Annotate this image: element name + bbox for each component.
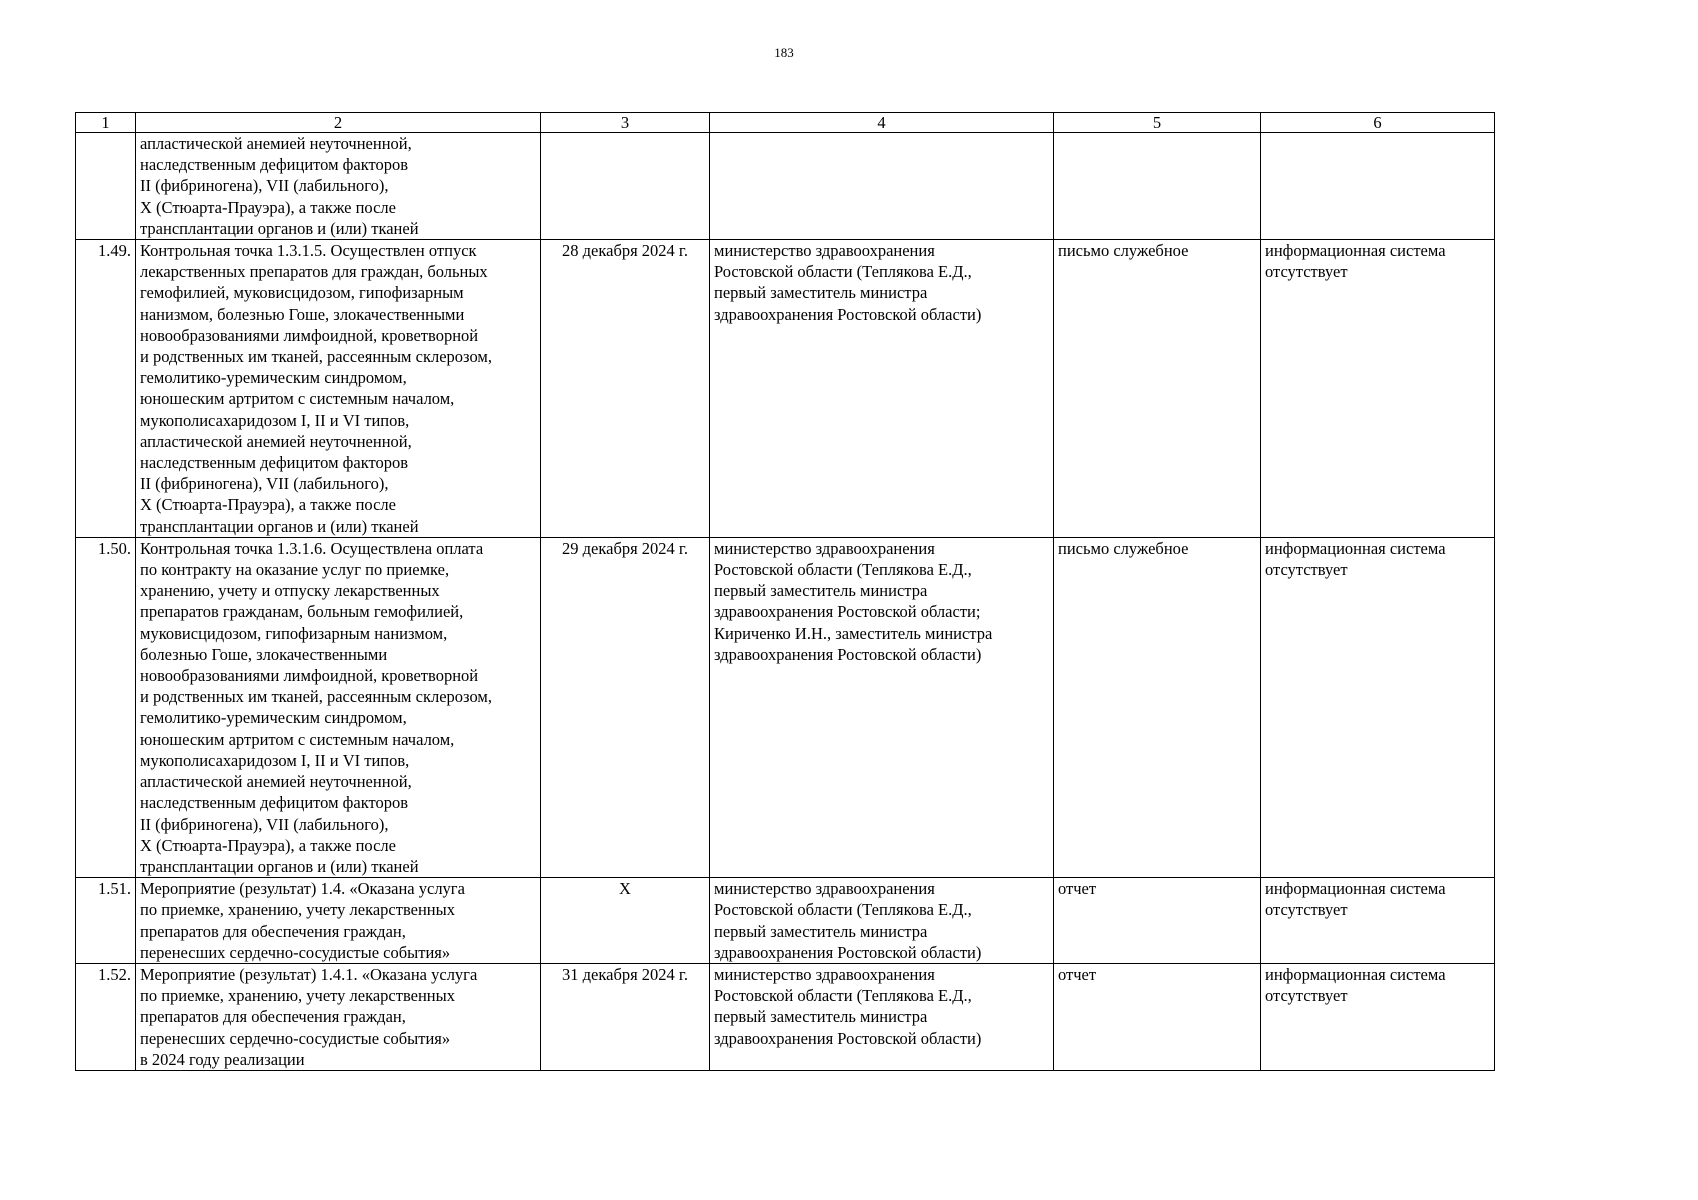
deadline: 31 декабря 2024 г.: [562, 964, 688, 984]
row-number: 1.52.: [98, 964, 131, 984]
page-number: 183: [774, 45, 794, 60]
description-line: X (Стюарта-Прауэра), а также после: [140, 197, 396, 217]
info-system-line: отсутствует: [1265, 262, 1348, 282]
row-number-cell: [76, 878, 136, 964]
table-header-row: [76, 113, 1495, 133]
description-line: по приемке, хранению, учету лекарственных: [140, 986, 455, 1006]
document-type-cell: [1054, 963, 1261, 1070]
info-system-line: информационная система: [1265, 241, 1446, 261]
row-number-cell: [76, 240, 136, 538]
column-header-3: 3: [541, 113, 710, 133]
info-system-line: информационная система: [1265, 879, 1446, 899]
info-system-line: отсутствует: [1265, 560, 1348, 580]
responsible-cell: [710, 878, 1054, 964]
column-header-1: 1: [76, 113, 136, 133]
deadline-cell: [541, 537, 710, 877]
description-line: лекарственных препаратов для граждан, больных: [140, 262, 488, 282]
description-line: апластической анемией неуточненной,: [140, 431, 412, 451]
info-system-cell: [1261, 878, 1495, 964]
description-line: наследственным дефицитом факторов: [140, 793, 409, 813]
description-line: хранению, учету и отпуску лекарственных: [140, 581, 440, 601]
document-type: письмо служебное: [1058, 538, 1189, 558]
table-row: [76, 963, 1495, 1070]
info-system-cell: [1261, 963, 1495, 1070]
info-system-line: отсутствует: [1265, 900, 1348, 920]
responsible-line: министерство здравоохранения: [714, 879, 935, 899]
table-row: [76, 537, 1495, 877]
responsible-line: первый заместитель министра: [714, 283, 928, 303]
description-line: наследственным дефицитом факторов: [140, 453, 409, 473]
table-row: [76, 878, 1495, 964]
info-system-line: информационная система: [1265, 538, 1446, 558]
deadline: X: [619, 879, 631, 899]
document-type: письмо служебное: [1058, 241, 1189, 261]
row-number: 1.49.: [98, 241, 131, 261]
description-line: новообразованиями лимфоидной, кроветворной: [140, 325, 479, 345]
responsible-line: Ростовской области (Теплякова Е.Д.,: [714, 262, 972, 282]
document-type: отчет: [1058, 964, 1097, 984]
responsible-line: министерство здравоохранения: [714, 538, 935, 558]
description-cell: [136, 537, 541, 877]
description-line: препаратов гражданам, больным гемофилией,: [140, 602, 464, 622]
description-line: нанизмом, болезнью Гоше, злокачественными: [140, 304, 465, 324]
description-line: трансплантации органов и (или) тканей: [140, 856, 419, 876]
row-number: 1.51.: [98, 879, 131, 899]
description-line: апластической анемией неуточненной,: [140, 772, 412, 792]
description-line: Мероприятие (результат) 1.4.1. «Оказана услуга: [140, 964, 478, 984]
description-line: II (фибриногена), VII (лабильного),: [140, 474, 389, 494]
plan-table: [75, 112, 1495, 1071]
deadline-cell: [541, 240, 710, 538]
responsible-cell: [710, 963, 1054, 1070]
deadline: 28 декабря 2024 г.: [562, 241, 688, 261]
table-row: [76, 240, 1495, 538]
responsible-line: министерство здравоохранения: [714, 241, 935, 261]
description-line: II (фибриногена), VII (лабильного),: [140, 176, 389, 196]
deadline-cell: [541, 133, 710, 240]
row-number-cell: [76, 133, 136, 240]
description-line: препаратов для обеспечения граждан,: [140, 1007, 406, 1027]
info-system-cell: [1261, 240, 1495, 538]
description-line: и родственных им тканей, рассеянным склерозом,: [140, 347, 492, 367]
table-row: [76, 133, 1495, 240]
description-line: трансплантации органов и (или) тканей: [140, 516, 419, 536]
description-line: X (Стюарта-Прауэра), а также после: [140, 835, 396, 855]
info-system-cell: [1261, 133, 1495, 240]
description-line: Мероприятие (результат) 1.4. «Оказана услуга: [140, 879, 465, 899]
description-line: юношеским артритом с системным началом,: [140, 729, 455, 749]
column-header-4: 4: [710, 113, 1054, 133]
description-line: мукополисахаридозом I, II и VI типов,: [140, 750, 410, 770]
description-line: мукополисахаридозом I, II и VI типов,: [140, 410, 410, 430]
description-line: Контрольная точка 1.3.1.5. Осуществлен отпуск: [140, 241, 477, 261]
responsible-line: первый заместитель министра: [714, 1007, 928, 1027]
description-line: и родственных им тканей, рассеянным склерозом,: [140, 687, 492, 707]
info-system-line: отсутствует: [1265, 986, 1348, 1006]
column-header-6: 6: [1261, 113, 1495, 133]
description-line: болезнью Гоше, злокачественными: [140, 644, 388, 664]
description-line: Контрольная точка 1.3.1.6. Осуществлена оплата: [140, 538, 484, 558]
responsible-line: Кириченко И.Н., заместитель министра: [714, 623, 993, 643]
responsible-line: здравоохранения Ростовской области;: [714, 602, 981, 622]
description-line: перенесших сердечно-сосудистые события»: [140, 1028, 451, 1048]
responsible-line: здравоохранения Ростовской области): [714, 644, 982, 664]
description-line: новообразованиями лимфоидной, кроветворной: [140, 666, 479, 686]
description-line: юношеским артритом с системным началом,: [140, 389, 455, 409]
responsible-cell: [710, 537, 1054, 877]
responsible-line: первый заместитель министра: [714, 581, 928, 601]
description-line: по приемке, хранению, учету лекарственных: [140, 900, 455, 920]
responsible-line: министерство здравоохранения: [714, 964, 935, 984]
description-line: X (Стюарта-Прауэра), а также после: [140, 495, 396, 515]
description-line: гемолитико-уремическим синдромом,: [140, 368, 407, 388]
description-line: апластической анемией неуточненной,: [140, 134, 412, 153]
description-line: трансплантации органов и (или) тканей: [140, 218, 419, 238]
document-type-cell: [1054, 133, 1261, 240]
description-line: в 2024 году реализации: [140, 1049, 305, 1069]
column-header-2: 2: [136, 113, 541, 133]
description-line: муковисцидозом, гипофизарным нанизмом,: [140, 623, 448, 643]
responsible-line: первый заместитель министра: [714, 921, 928, 941]
responsible-line: здравоохранения Ростовской области): [714, 942, 982, 962]
responsible-line: здравоохранения Ростовской области): [714, 304, 982, 324]
description-line: гемофилией, муковисцидозом, гипофизарным: [140, 283, 464, 303]
deadline-cell: [541, 963, 710, 1070]
info-system-line: информационная система: [1265, 964, 1446, 984]
row-number: 1.50.: [98, 538, 131, 558]
document-type-cell: [1054, 240, 1261, 538]
responsible-line: Ростовской области (Теплякова Е.Д.,: [714, 900, 972, 920]
description-line: препаратов для обеспечения граждан,: [140, 921, 406, 941]
responsible-line: Ростовской области (Теплякова Е.Д.,: [714, 986, 972, 1006]
row-number-cell: [76, 963, 136, 1070]
responsible-line: здравоохранения Ростовской области): [714, 1028, 982, 1048]
description-cell: [136, 133, 541, 240]
column-header-5: 5: [1054, 113, 1261, 133]
deadline-cell: [541, 878, 710, 964]
responsible-cell: [710, 240, 1054, 538]
info-system-cell: [1261, 537, 1495, 877]
description-line: гемолитико-уремическим синдромом,: [140, 708, 407, 728]
row-number-cell: [76, 537, 136, 877]
description-cell: [136, 963, 541, 1070]
responsible-cell: [710, 133, 1054, 240]
description-cell: [136, 240, 541, 538]
document-type-cell: [1054, 878, 1261, 964]
document-type-cell: [1054, 537, 1261, 877]
description-line: наследственным дефицитом факторов: [140, 155, 409, 175]
description-line: II (фибриногена), VII (лабильного),: [140, 814, 389, 834]
description-cell: [136, 878, 541, 964]
description-line: по контракту на оказание услуг по приемке,: [140, 560, 450, 580]
document-type: отчет: [1058, 879, 1097, 899]
deadline: 29 декабря 2024 г.: [562, 538, 688, 558]
responsible-line: Ростовской области (Теплякова Е.Д.,: [714, 560, 972, 580]
description-line: перенесших сердечно-сосудистые события»: [140, 942, 451, 962]
table-body: [76, 133, 1495, 1071]
